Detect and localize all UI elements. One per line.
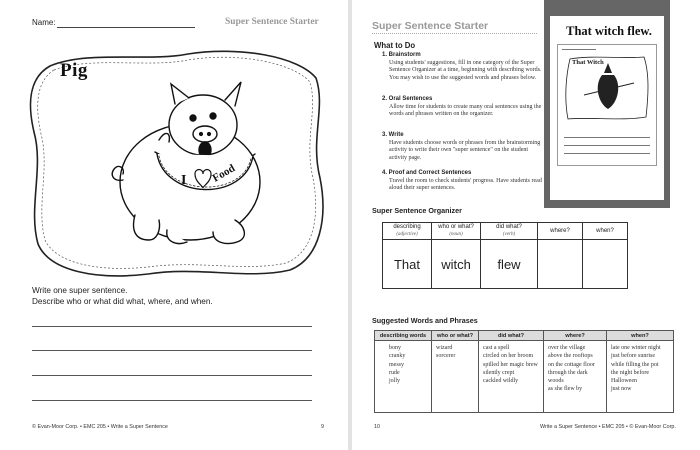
suggestions-row <box>375 341 674 413</box>
preview-line <box>564 137 650 138</box>
preview-line <box>564 153 650 154</box>
right-page <box>352 0 700 450</box>
instructions-line-1: Write one super sentence. <box>32 286 128 295</box>
footer-copyright: © Evan-Moor Corp. • EMC 205 • Write a Super Sentence <box>32 424 168 430</box>
organizer-column-header: describing (adjective) <box>383 223 432 240</box>
organizer-column-header: where? <box>538 223 583 240</box>
super-sentence-organizer <box>382 222 628 289</box>
suggestions-column-header: describing words <box>375 331 432 341</box>
what-to-do-heading: What to Do <box>374 41 416 50</box>
step-title: 2. Oral Sentences <box>382 96 433 102</box>
suggestions-column-header: did what? <box>479 331 544 341</box>
organizer-column-header: did what? (verb) <box>481 223 538 240</box>
step-title: 3. Write <box>382 132 404 138</box>
footer-copyright: Write a Super Sentence • EMC 205 • © Evan-Moor Corp. <box>540 424 676 430</box>
step-title: 1. Brainstorm <box>382 52 421 58</box>
step-oral-sentences <box>382 96 542 119</box>
preview-line <box>564 145 650 146</box>
page-number: 9 <box>321 424 324 430</box>
step-body: Have students choose words or phrases from the brainstorming activity to write their own "super sentence" on the student activity page. <box>389 139 541 161</box>
organizer-header-row <box>383 223 628 240</box>
suggestions-cell-who-or-what: wizard sorcerer <box>432 341 479 413</box>
organizer-cell[interactable] <box>583 240 628 289</box>
suggestions-cell-did-what: cast a spell circled on her broom spilled her magic brew silently crept cackled wildly <box>479 341 544 413</box>
suggestions-column-header: who or what? <box>432 331 479 341</box>
writing-instructions <box>32 285 213 307</box>
pig-illustration <box>95 70 285 250</box>
step-write <box>382 132 542 162</box>
organizer-cell[interactable]: witch <box>432 240 481 289</box>
organizer-cell[interactable]: That <box>383 240 432 289</box>
picture-word: Pig <box>60 60 88 81</box>
writing-line-1[interactable] <box>32 326 312 327</box>
suggestions-cell-where: over the village above the rooftops on the cottage floor through the dark woods as she flew by <box>544 341 607 413</box>
suggestions-cell-when: late one winter night just before sunrise while filling the pot the night before Halloween just now <box>607 341 674 413</box>
step-proof-and-correct <box>382 170 542 193</box>
organizer-column-header: who or what? (noun) <box>432 223 481 240</box>
name-label: Name: <box>32 18 56 27</box>
step-brainstorm <box>382 52 542 82</box>
preview-name-line <box>562 49 596 50</box>
preview-sheet <box>557 44 657 166</box>
bib-letter-i: I <box>181 173 187 188</box>
header-rule <box>372 33 537 34</box>
bib-word-food: Food <box>210 162 238 185</box>
step-title: 4. Proof and Correct Sentences <box>382 170 472 176</box>
suggestions-column-header: where? <box>544 331 607 341</box>
organizer-heading: Super Sentence Organizer <box>372 206 462 215</box>
name-write-line[interactable] <box>57 27 195 28</box>
writing-line-3[interactable] <box>32 375 312 376</box>
writing-line-2[interactable] <box>32 350 312 351</box>
step-body: Using students' suggestions, fill in one category of the Super Sentence Organizer at a time, beginning with describing words. You may wish to use the suggested words and phrases below. <box>389 59 542 81</box>
page-header-title: Super Sentence Starter <box>372 20 489 32</box>
step-body: Travel the room to check students' progress. Have students read aloud their super sentences. <box>389 177 542 192</box>
suggestions-header-row <box>375 331 674 341</box>
preview-title: That witch flew. <box>566 24 652 38</box>
organizer-answer-row <box>383 240 628 289</box>
step-body: Allow time for students to create many oral sentences using the words and phrases written on the organizer. <box>389 103 542 118</box>
left-page <box>0 0 348 450</box>
writing-line-4[interactable] <box>32 400 312 401</box>
suggestions-cell-describing: bony cranky messy rude jolly <box>375 341 432 413</box>
page-header-title: Super Sentence Starter <box>225 17 319 27</box>
suggestions-heading: Suggested Words and Phrases <box>372 316 478 325</box>
organizer-cell[interactable]: flew <box>481 240 538 289</box>
organizer-column-header: when? <box>583 223 628 240</box>
suggestions-column-header: when? <box>607 331 674 341</box>
organizer-cell[interactable] <box>538 240 583 289</box>
suggested-words-table <box>374 330 674 413</box>
preview-sheet-title: That Witch <box>572 59 604 66</box>
page-number: 10 <box>374 424 380 430</box>
student-page-preview <box>544 0 670 208</box>
instructions-line-2: Describe who or what did what, where, and when. <box>32 297 213 306</box>
